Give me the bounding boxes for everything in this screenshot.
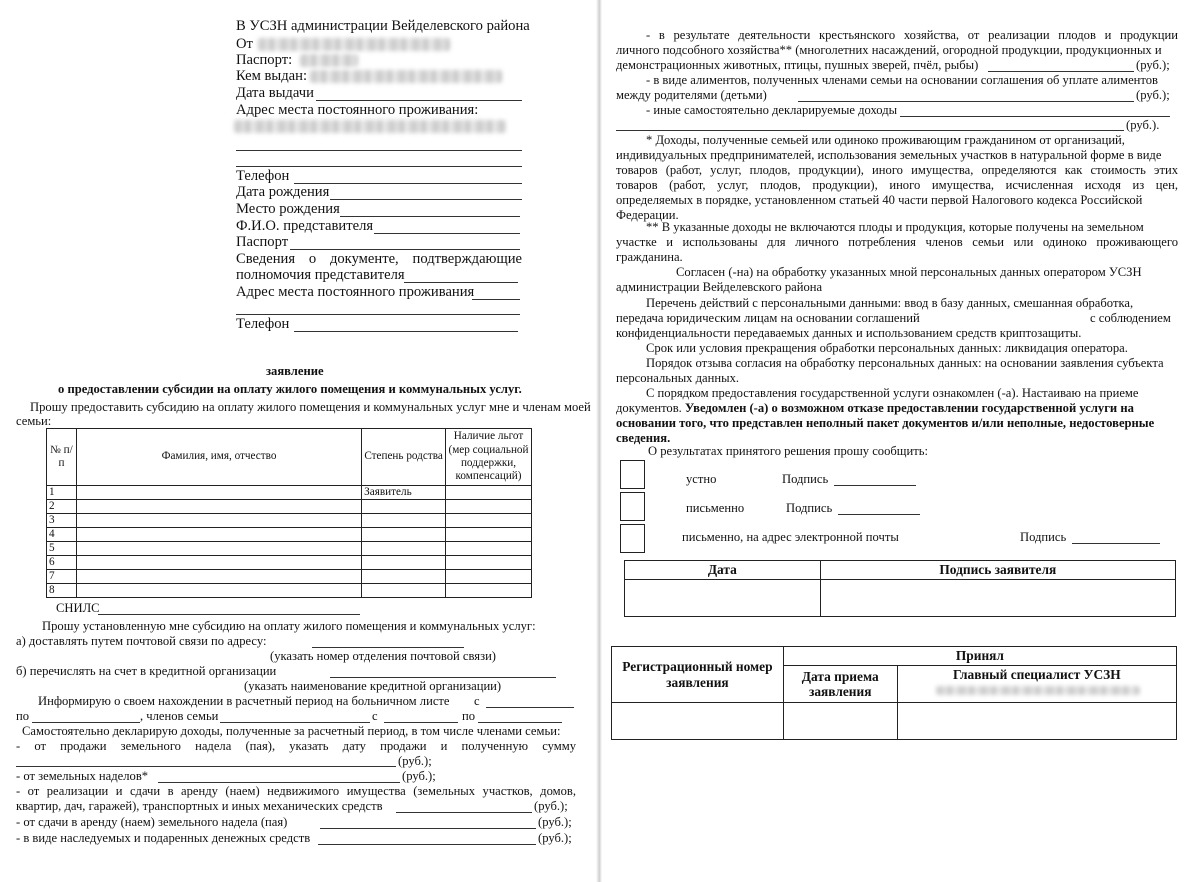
family-from: с [372,709,378,723]
sick-leave-label: Информирую о своем нахождении в расчетный период на больничном листе [38,694,450,708]
relation-cell[interactable] [362,500,446,514]
table-row [47,570,532,584]
birth-date-label: Дата рождения [236,184,330,200]
income-other: - иные самостоятельно декларируемые доходы [646,103,898,117]
income-land-plots-unit: (руб.); [402,769,436,783]
rep-docs-label-2: полномочия представителя [236,267,405,283]
footnote-2-line-2: участке и использованы для личного потребления членов семьи или одиноко проживающего [616,235,1178,249]
phone-label: Телефон [236,168,290,184]
rep-docs-field[interactable] [404,282,518,283]
oral-checkbox[interactable] [620,460,645,489]
income-land-plots-field[interactable] [158,782,400,783]
applicant-signature-cell[interactable] [820,580,1175,617]
rep-phone-label: Телефон [236,316,290,332]
left-page [0,0,596,882]
table-row [47,542,532,556]
rep-passport-field[interactable] [290,249,520,250]
benefits-cell[interactable] [446,584,532,598]
footnote-1-line-5: определяемых в порядке, установленном статьей 40 части первой Налогового кодекса Российской [616,193,1143,207]
postal-address-field[interactable] [312,647,464,648]
income-inherit: - в виде наследуемых и подаренных денежных средств [16,831,311,845]
address-field-line-3[interactable] [236,166,522,167]
col-header-name: Фамилия, имя, отчество [76,429,361,486]
request-line-1: Прошу предоставить субсидию на оплату жилого помещения и коммунальных услуг мне и членам моей [30,400,591,414]
address-field-line-2[interactable] [236,150,522,151]
name-cell[interactable] [76,542,361,556]
refusal-notice: Уведомлен (-а) о возможном отказе предоставлении государственной услуги на [684,401,1134,415]
reg-number-header: Регистрационный номер заявления [612,647,784,703]
name-cell[interactable] [76,584,361,598]
row-number: 2 [47,500,77,514]
col-header-benefits: Наличие льгот (мер социальной поддержки, компенсаций) [446,429,532,486]
family-from-field[interactable] [384,722,458,723]
income-land-plots: - от земельных наделов* [16,769,149,783]
sick-leave-from-field[interactable] [486,707,574,708]
name-cell[interactable] [76,486,361,500]
bank-name-field[interactable] [330,677,556,678]
familiar-line-4: сведения. [616,431,671,445]
income-land-rent: - от сдачи в аренду (наем) земельного надела (пая) [16,815,288,829]
row-number: 7 [47,570,77,584]
revoke-line-2: персональных данных. [616,371,740,385]
income-farm-unit: (руб.); [1136,58,1170,72]
email-label: письменно, на адрес электронной почты [682,530,899,544]
chief-specialist-label: Главный специалист УСЗН [953,667,1121,682]
sick-leave-from: с [474,694,480,708]
income-inherit-field[interactable] [318,844,536,845]
option-a-hint: (указать номер отделения почтовой связи) [270,649,496,663]
footnote-1-line-4: товаров (работ, услуг, плодов, продукции), иного имущества, исчисленная исходя из цен, [616,178,1178,192]
benefits-cell[interactable] [446,556,532,570]
actions-line-1: Перечень действий с персональными данными: ввод в базу данных, смешанная обработка, [646,296,1134,310]
date-column-header: Дата [625,561,821,580]
familiar-line-2 [616,401,1134,415]
relation-cell: Заявитель [362,486,446,500]
actions-line-3: конфиденциальности передаваемых данных и использованием средств криптозащиты. [616,326,1082,340]
footnote-1-line-6: Федерации. [616,208,679,222]
row-number: 5 [47,542,77,556]
row-number: 3 [47,514,77,528]
written-label: письменно [686,501,745,515]
table-row [47,556,532,570]
rep-name-label: Ф.И.О. представителя [236,218,374,234]
income-other-unit: (руб.). [1126,118,1160,132]
row-number: 4 [47,528,77,542]
income-farm-line-2: личного подсобного хозяйства** (многолетних насаждений, огородной продукции, продукционных и [616,43,1162,57]
family-members-table [46,428,532,598]
table-row [47,500,532,514]
relation-cell[interactable] [362,556,446,570]
request-line-2: семьи: [16,414,52,428]
income-alimony-line-1: - в виде алиментов, полученных членами семьи на основании соглашения об уплате алиментов [646,73,1158,87]
actions-line-2: передача юридическим лицам на основании соглашений [616,311,920,325]
applicant-signature-table [624,560,1176,617]
income-alimony-unit: (руб.); [1136,88,1170,102]
redacted-name [258,38,450,51]
family-members-field[interactable] [220,722,370,723]
issued-by-label: Кем выдан: [236,68,308,84]
familiar-line-1: С порядком предоставления государственной услуги ознакомлен (-а). Настаиваю на приеме [646,386,1139,400]
income-inherit-unit: (руб.); [538,831,572,845]
redacted-issuer [310,70,502,83]
oral-label: устно [686,472,717,486]
relation-cell[interactable] [362,542,446,556]
consent-line-2: администрации Вейделевского района [616,280,823,294]
name-cell[interactable] [76,500,361,514]
oral-signature-label: Подпись [782,472,829,486]
written-signature-field[interactable] [838,514,920,515]
familiar-docs: документов. [616,401,682,415]
receive-date-cell[interactable] [783,703,897,740]
benefits-cell[interactable] [446,542,532,556]
table-row [47,486,532,500]
addressee-line: В УСЗН администрации Вейделевского района [236,18,530,34]
income-alimony-line-2: между родителями (детьми) [616,88,767,102]
table-header-row [625,561,1176,580]
income-farm-line-1: - в результате деятельности крестьянского хозяйства, от реализации плодов и продукции [646,28,1178,42]
consent-line-1: Согласен (-на) на обработку указанных мной персональных данных оператором УСЗН [676,265,1142,279]
written-checkbox[interactable] [620,492,645,521]
processing-term: Срок или условия прекращения обработки персональных данных: ликвидация оператора. [646,341,1128,355]
income-farm-field[interactable] [988,71,1134,72]
table-row [47,584,532,598]
income-rent-line-1: - от реализации и сдачи в аренду (наем) недвижимого имущества (земельных участков, домов, [16,784,576,798]
income-land-rent-unit: (руб.); [538,815,572,829]
issue-date-label: Дата выдачи [236,85,314,101]
footnote-1-line-3: товаров (работ, услуг, плодов, продукции), иного имущества, определяются как стоимость этих [616,163,1178,177]
income-rent-line-2: квартир, дач, гаражей), транспортных и иных механических средств [16,799,383,813]
name-cell[interactable] [76,528,361,542]
revoke-line-1: Порядок отзыва согласия на обработку персональных данных: на основании заявления субъекта [646,356,1164,370]
from-label: От [236,36,253,52]
email-checkbox[interactable] [620,524,645,553]
right-page [602,0,1200,882]
table-row [612,703,1177,740]
footnote-1-line-2: индивидуальных предпринимателей, использования земельных участков в натуральной форме в виде [616,148,1162,162]
rep-address-label: Адрес места постоянного проживания [236,284,475,300]
option-b-hint: (указать наименование кредитной организации) [244,679,502,693]
col-header-number: № п/п [47,429,77,486]
benefits-cell[interactable] [446,528,532,542]
rep-address-field-line-2[interactable] [236,314,520,315]
row-number: 1 [47,486,77,500]
email-signature-label: Подпись [1020,530,1067,544]
rep-address-field[interactable] [472,299,520,300]
table-row [47,528,532,542]
table-row [47,514,532,528]
family-members-label: , членов семьи [140,709,219,723]
benefits-cell[interactable] [446,486,532,500]
income-land-sale: - от продажи земельного надела (пая), указать дату продажи и полученную сумму [16,739,576,753]
passport-label: Паспорт: [236,52,293,68]
income-other-field[interactable] [900,116,1170,117]
issue-date-field[interactable] [316,100,522,101]
snils-field[interactable] [98,614,360,615]
row-number: 6 [47,556,77,570]
income-rent-field[interactable] [396,812,532,813]
accepted-header: Принял [783,647,1176,666]
written-signature-label: Подпись [786,501,833,515]
birth-place-label: Место рождения [236,201,340,217]
footnote-1-line-1: * Доходы, полученные семьей или одиноко проживающим гражданином от организаций, [646,133,1125,147]
relation-cell[interactable] [362,514,446,528]
benefits-cell[interactable] [446,570,532,584]
rep-docs-label-1: Сведения о документе, подтверждающие [236,251,522,267]
date-cell[interactable] [625,580,821,617]
option-b-label: б) перечислять на счет в кредитной организации [16,664,277,678]
table-row [625,580,1176,617]
rep-passport-label: Паспорт [236,234,289,250]
actions-line-2b: с соблюдением [1090,311,1171,325]
reg-number-cell[interactable] [612,703,784,740]
email-signature-field[interactable] [1072,543,1160,544]
birth-date-field[interactable] [330,199,522,200]
specialist-cell[interactable] [897,703,1176,740]
income-intro: Самостоятельно декларирую доходы, полученные за расчетный период, в том числе членами семьи: [22,724,561,738]
address-label: Адрес места постоянного проживания: [236,102,479,118]
snils-label: СНИЛС [56,601,100,615]
form-subtitle: о предоставлении субсидии на оплату жилого помещения и коммунальных услуг. [58,382,522,396]
rep-name-field[interactable] [374,233,520,234]
income-alimony-field[interactable] [798,101,1134,102]
benefits-cell[interactable] [446,514,532,528]
row-number: 8 [47,584,77,598]
oral-signature-field[interactable] [834,485,916,486]
footnote-2-line-1: ** В указанные доходы не включаются плоды и продукция, которые получены на земельном [646,220,1144,234]
income-farm-line-3: демонстрационных животных, птицы, пушных зверей, пчёл, рыбы) [616,58,979,72]
registration-table [611,646,1177,740]
familiar-line-3: основании того, что представлен неполный пакет документов и/или неполные, недостоверные [616,416,1155,430]
table-header-row [47,429,532,486]
sick-leave-to-field[interactable] [32,722,140,723]
family-to: по [462,709,476,723]
chief-specialist-header [897,666,1176,703]
name-cell[interactable] [76,570,361,584]
income-land-sale-unit: (руб.); [398,754,432,768]
redacted-passport [300,54,358,67]
relation-cell[interactable] [362,570,446,584]
notify-intro: О результатах принятого решения прошу сообщить: [648,444,928,458]
income-land-sale-field[interactable] [16,766,396,767]
signature-column-header: Подпись заявителя [820,561,1175,580]
income-rent-unit: (руб.); [534,799,568,813]
option-a-label: а) доставлять путем почтовой связи по адресу: [16,634,267,648]
income-land-rent-field[interactable] [320,828,536,829]
benefits-cell[interactable] [446,500,532,514]
relation-cell[interactable] [362,584,446,598]
form-title: заявление [266,364,324,378]
birth-place-field[interactable] [340,216,520,217]
income-other-field-line-2[interactable] [616,130,1124,131]
receive-date-header: Дата приема заявления [783,666,897,703]
redacted-address [234,120,506,133]
subsidy-delivery-intro: Прошу установленную мне субсидию на оплату жилого помещения и коммунальных услуг: [42,619,536,633]
name-cell[interactable] [76,556,361,570]
footnote-2-line-3: гражданина. [616,250,683,264]
rep-phone-field[interactable] [294,331,518,332]
family-to-field[interactable] [478,722,562,723]
col-header-relation: Степень родства [362,429,446,486]
redacted-specialist-name [936,686,1140,695]
relation-cell[interactable] [362,528,446,542]
sick-leave-to: по [16,709,30,723]
name-cell[interactable] [76,514,361,528]
table-row [612,647,1177,666]
